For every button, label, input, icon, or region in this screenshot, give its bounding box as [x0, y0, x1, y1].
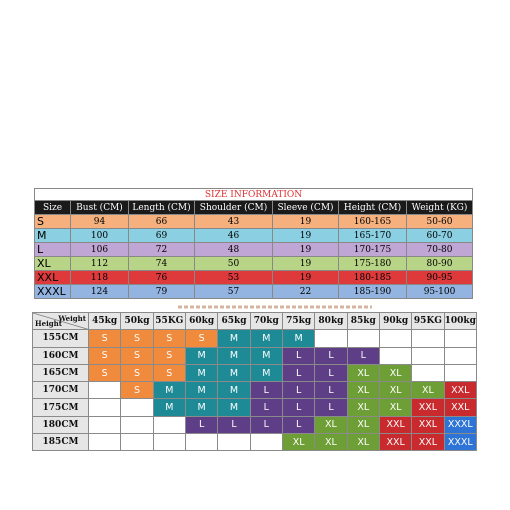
weight-header: 70kg: [250, 313, 282, 330]
size-cell: XL: [315, 434, 347, 451]
empty-cell: [315, 330, 347, 347]
size-cell: M: [250, 330, 282, 347]
empty-cell: [412, 364, 444, 381]
size-info-cell-height: 185-190: [339, 285, 407, 299]
caption-dashes-decoration: [150, 302, 400, 312]
size-cell: L: [185, 416, 217, 433]
height-row: [33, 399, 477, 416]
size-info-row: [35, 229, 473, 243]
size-info-cell-sleeve: 19: [273, 229, 339, 243]
size-cell: M: [185, 364, 217, 381]
size-cell: L: [218, 416, 250, 433]
size-info-cell-height: 175-180: [339, 257, 407, 271]
chart-caption-decoration: [150, 302, 400, 312]
empty-cell: [412, 330, 444, 347]
size-cell: M: [218, 347, 250, 364]
size-info-cell-length: 66: [129, 215, 195, 229]
size-cell: S: [89, 330, 121, 347]
size-cell: XXL: [444, 382, 476, 399]
size-info-header-3: Shoulder (CM): [195, 201, 273, 215]
size-info-header-1: Bust (CM): [71, 201, 129, 215]
size-cell: L: [347, 347, 379, 364]
weight-header: 80kg: [315, 313, 347, 330]
size-info-cell-sleeve: 19: [273, 257, 339, 271]
size-cell: XL: [379, 364, 411, 381]
size-info-cell-length: 79: [129, 285, 195, 299]
size-cell: XXXL: [444, 416, 476, 433]
size-info-row: [35, 243, 473, 257]
size-cell: L: [282, 399, 314, 416]
size-cell: M: [153, 382, 185, 399]
size-info-cell-size: XL: [35, 257, 71, 271]
size-info-header-row: [35, 201, 473, 215]
size-cell: M: [218, 364, 250, 381]
size-cell: XXL: [379, 434, 411, 451]
size-info-body: [35, 215, 473, 299]
size-cell: XL: [282, 434, 314, 451]
size-info-cell-length: 69: [129, 229, 195, 243]
size-info-cell-weight: 80-90: [407, 257, 473, 271]
empty-cell: [185, 434, 217, 451]
size-cell: M: [250, 364, 282, 381]
size-info-cell-weight: 70-80: [407, 243, 473, 257]
size-cell: M: [185, 399, 217, 416]
size-cell: L: [282, 416, 314, 433]
size-info-row: [35, 257, 473, 271]
size-info-cell-shoulder: 46: [195, 229, 273, 243]
size-cell: XXXL: [444, 434, 476, 451]
size-cell: S: [121, 347, 153, 364]
height-header: 160CM: [33, 347, 89, 364]
size-cell: L: [282, 347, 314, 364]
size-cell: M: [218, 399, 250, 416]
size-info-cell-weight: 95-100: [407, 285, 473, 299]
size-info-cell-length: 72: [129, 243, 195, 257]
size-info-cell-bust: 94: [71, 215, 129, 229]
size-cell: XXL: [412, 434, 444, 451]
empty-cell: [153, 434, 185, 451]
size-info-cell-bust: 124: [71, 285, 129, 299]
size-cell: S: [121, 382, 153, 399]
size-info-row: [35, 271, 473, 285]
size-cell: L: [250, 416, 282, 433]
size-cell: S: [153, 347, 185, 364]
height-weight-size-chart: [32, 312, 477, 451]
size-info-row: [35, 215, 473, 229]
size-cell: XL: [347, 382, 379, 399]
size-cell: XXL: [444, 399, 476, 416]
height-row: [33, 434, 477, 451]
size-info-cell-shoulder: 43: [195, 215, 273, 229]
empty-cell: [379, 330, 411, 347]
size-info-header-6: Weight (KG): [407, 201, 473, 215]
size-info-cell-height: 160-165: [339, 215, 407, 229]
empty-cell: [444, 347, 476, 364]
height-header: 175CM: [33, 399, 89, 416]
size-info-cell-size: S: [35, 215, 71, 229]
weight-header: 90kg: [379, 313, 411, 330]
size-info-cell-weight: 50-60: [407, 215, 473, 229]
size-info-cell-weight: 90-95: [407, 271, 473, 285]
size-cell: L: [315, 399, 347, 416]
size-cell: M: [185, 382, 217, 399]
size-cell: XL: [347, 416, 379, 433]
size-info-cell-bust: 112: [71, 257, 129, 271]
size-cell: XL: [412, 382, 444, 399]
size-cell: XL: [379, 382, 411, 399]
size-info-cell-size: M: [35, 229, 71, 243]
size-cell: S: [89, 364, 121, 381]
size-info-cell-sleeve: 19: [273, 215, 339, 229]
empty-cell: [412, 347, 444, 364]
size-info-cell-shoulder: 48: [195, 243, 273, 257]
size-info-cell-sleeve: 19: [273, 243, 339, 257]
height-row: [33, 364, 477, 381]
size-cell: M: [153, 399, 185, 416]
size-information-table: [34, 188, 473, 299]
size-info-cell-size: XXL: [35, 271, 71, 285]
empty-cell: [89, 434, 121, 451]
size-info-cell-height: 170-175: [339, 243, 407, 257]
empty-cell: [89, 416, 121, 433]
weight-header: 45kg: [89, 313, 121, 330]
size-info-cell-height: 165-170: [339, 229, 407, 243]
size-cell: S: [121, 330, 153, 347]
height-row: [33, 347, 477, 364]
empty-cell: [444, 364, 476, 381]
size-cell: M: [250, 347, 282, 364]
size-cell: M: [218, 382, 250, 399]
weight-header: 65kg: [218, 313, 250, 330]
height-row: [33, 416, 477, 433]
weight-header-row: [33, 313, 477, 330]
height-row: [33, 382, 477, 399]
size-info-cell-bust: 100: [71, 229, 129, 243]
weight-header: 75kg: [282, 313, 314, 330]
size-cell: L: [315, 382, 347, 399]
height-header: 170CM: [33, 382, 89, 399]
weight-header: 55KG: [153, 313, 185, 330]
size-info-title: SIZE INFORMATION: [35, 189, 473, 201]
empty-cell: [153, 416, 185, 433]
size-info-cell-sleeve: 19: [273, 271, 339, 285]
empty-cell: [121, 434, 153, 451]
size-cell: S: [185, 330, 217, 347]
empty-cell: [347, 330, 379, 347]
size-cell: S: [153, 330, 185, 347]
empty-cell: [121, 399, 153, 416]
size-cell: L: [250, 382, 282, 399]
size-info-header-0: Size: [35, 201, 71, 215]
empty-cell: [250, 434, 282, 451]
size-info-cell-shoulder: 53: [195, 271, 273, 285]
size-cell: XXL: [412, 416, 444, 433]
empty-cell: [89, 399, 121, 416]
height-header: 165CM: [33, 364, 89, 381]
size-info-cell-length: 74: [129, 257, 195, 271]
size-cell: L: [315, 347, 347, 364]
size-cell: S: [153, 364, 185, 381]
size-cell: XL: [347, 434, 379, 451]
size-info-header-2: Length (CM): [129, 201, 195, 215]
size-cell: M: [218, 330, 250, 347]
size-cell: S: [89, 347, 121, 364]
size-info-cell-size: XXXL: [35, 285, 71, 299]
weight-header: 60kg: [185, 313, 217, 330]
size-cell: XL: [347, 364, 379, 381]
height-header: 155CM: [33, 330, 89, 347]
size-cell: XL: [379, 399, 411, 416]
weight-header: 95KG: [412, 313, 444, 330]
size-info-row: [35, 285, 473, 299]
weight-header: 50kg: [121, 313, 153, 330]
size-cell: L: [315, 364, 347, 381]
size-cell: XXL: [379, 416, 411, 433]
size-info-cell-bust: 106: [71, 243, 129, 257]
size-cell: XXL: [412, 399, 444, 416]
size-info-cell-shoulder: 50: [195, 257, 273, 271]
size-cell: L: [282, 364, 314, 381]
empty-cell: [218, 434, 250, 451]
weight-header: 85kg: [347, 313, 379, 330]
empty-cell: [444, 330, 476, 347]
size-info-header-5: Height (CM): [339, 201, 407, 215]
size-cell: M: [185, 347, 217, 364]
chart-corner: [33, 313, 89, 330]
size-cell: L: [282, 382, 314, 399]
size-cell: S: [121, 364, 153, 381]
size-cell: L: [250, 399, 282, 416]
size-info-cell-bust: 118: [71, 271, 129, 285]
empty-cell: [379, 347, 411, 364]
weight-header: 100kg: [444, 313, 476, 330]
height-row: [33, 330, 477, 347]
size-info-cell-length: 76: [129, 271, 195, 285]
corner-weight-label: Weight: [58, 314, 86, 323]
corner-height-label: Height: [35, 319, 62, 329]
size-info-cell-shoulder: 57: [195, 285, 273, 299]
size-cell: XL: [347, 399, 379, 416]
size-cell: XL: [315, 416, 347, 433]
empty-cell: [89, 382, 121, 399]
size-info-cell-height: 180-185: [339, 271, 407, 285]
size-info-header-4: Sleeve (CM): [273, 201, 339, 215]
height-header: 185CM: [33, 434, 89, 451]
size-info-cell-size: L: [35, 243, 71, 257]
height-header: 180CM: [33, 416, 89, 433]
size-info-cell-sleeve: 22: [273, 285, 339, 299]
size-info-cell-weight: 60-70: [407, 229, 473, 243]
empty-cell: [121, 416, 153, 433]
size-cell: M: [282, 330, 314, 347]
height-weight-body: [33, 330, 477, 451]
